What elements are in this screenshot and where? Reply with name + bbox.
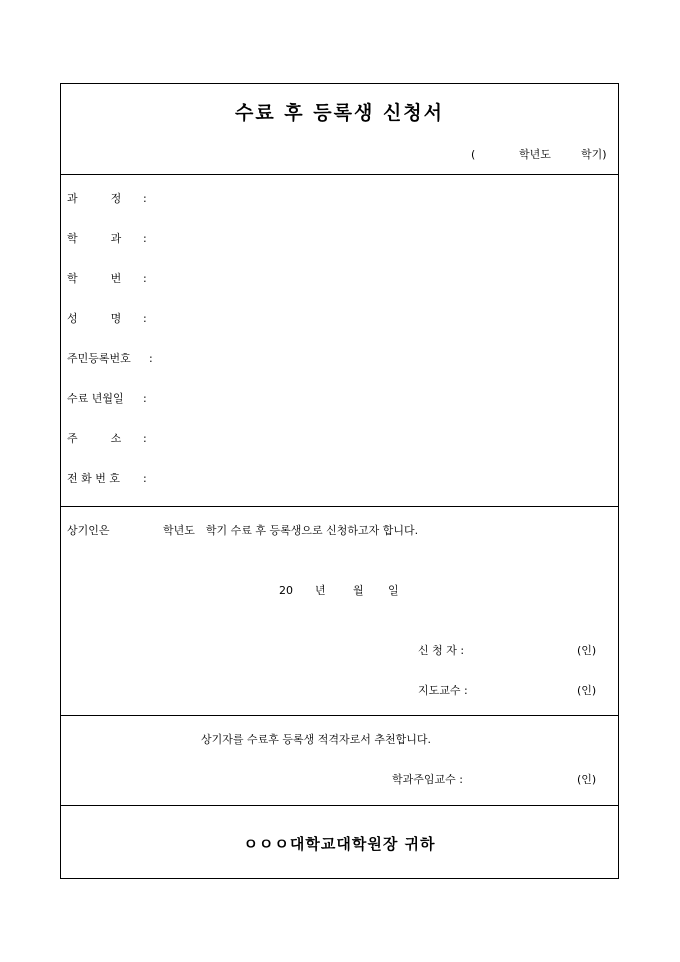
field-label-department: 학 과	[67, 232, 122, 245]
form-title: 수료 후 등록생 신청서	[234, 102, 445, 124]
date-year-unit: 년	[315, 584, 326, 597]
field-colon: :	[143, 272, 147, 285]
field-label-resident-number: 주민등록번호	[67, 352, 131, 365]
field-colon: :	[143, 232, 147, 245]
term-label: 학기)	[581, 148, 607, 161]
field-label-name: 성 명	[67, 312, 122, 325]
chair-seal: (인)	[577, 773, 597, 786]
chair-label: 학과주임교수 :	[392, 773, 463, 786]
header-section	[61, 84, 618, 175]
fields-section	[61, 174, 618, 507]
year-term-open-paren: (	[471, 148, 476, 161]
year-label: 학년도	[519, 148, 551, 161]
date-month-unit: 월	[353, 584, 364, 597]
date-year: 20	[279, 584, 293, 597]
field-label-course: 과 정	[67, 192, 122, 205]
application-statement: 학년도 학기 수료 후 등록생으로 신청하고자 합니다.	[163, 524, 419, 537]
field-label-completion-date: 수료 년월일	[67, 392, 124, 405]
applicant-seal: (인)	[577, 644, 597, 657]
application-prefix: 상기인은	[67, 524, 110, 537]
field-colon: :	[143, 432, 147, 445]
advisor-label: 지도교수 :	[418, 684, 468, 697]
addressee: ㅇㅇㅇ대학교대학원장 귀하	[243, 835, 436, 853]
field-colon: :	[143, 472, 147, 485]
application-section	[61, 506, 618, 716]
field-label-address: 주 소	[67, 432, 122, 445]
field-colon: :	[149, 352, 153, 365]
field-colon: :	[143, 312, 147, 325]
field-label-phone: 전 화 번 호	[67, 472, 120, 485]
field-colon: :	[143, 392, 147, 405]
field-label-student-id: 학 번	[67, 272, 122, 285]
recommendation-section	[61, 715, 618, 806]
field-colon: :	[143, 192, 147, 205]
date-day-unit: 일	[388, 584, 399, 597]
applicant-label: 신 청 자 :	[418, 644, 465, 657]
advisor-seal: (인)	[577, 684, 597, 697]
application-form	[60, 83, 619, 879]
recommendation-statement: 상기자를 수료후 등록생 적격자로서 추천합니다.	[201, 733, 432, 746]
